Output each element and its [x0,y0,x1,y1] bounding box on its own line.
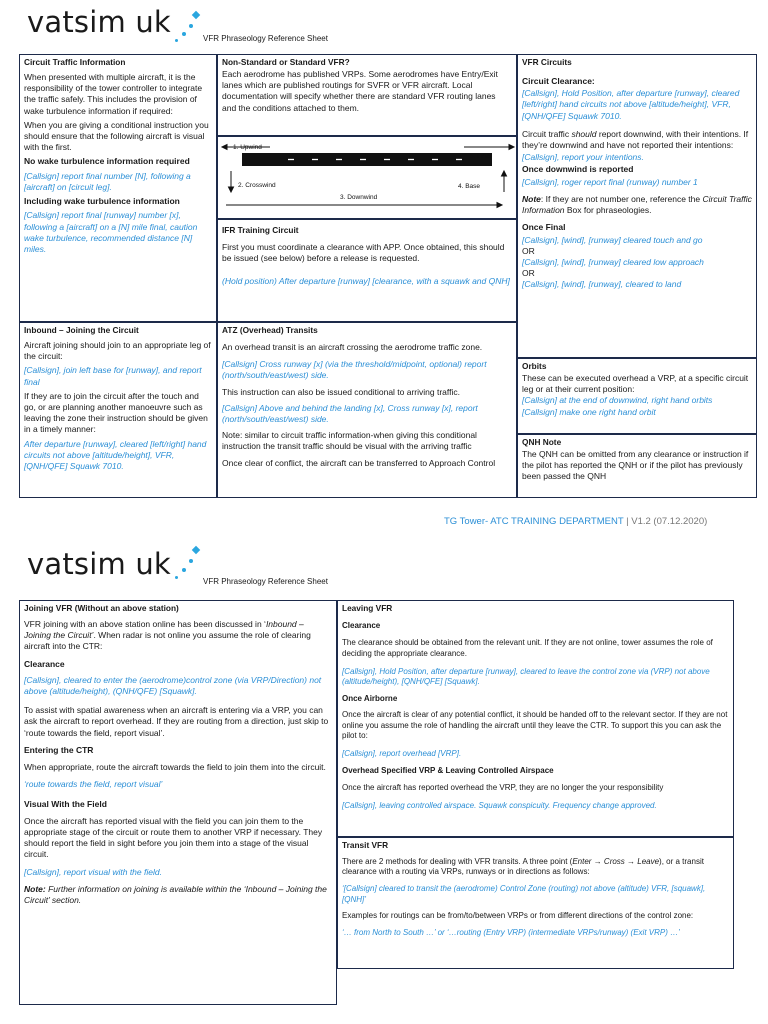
sub-heading: No wake turbulence information required [24,156,190,167]
crosswind-label: 2. Crosswind [238,182,276,189]
ifr-training-circuit-box [217,219,517,322]
sub-heading: Clearance [24,658,65,669]
phraseology: [Callsign], [wind], [runway] cleared touch and go [522,234,703,245]
body-text: Circuit traffic should report downwind, with their intentions. If they’re downwind and have not reported their intentions: [522,128,749,151]
transit-vfr-box [337,837,734,969]
phraseology: [Callsign], [wind], [runway] cleared low approach [522,257,704,267]
phraseology: [Callsign] at the end of downwind, right hand orbits [522,395,713,406]
sub-heading: Including wake turbulence information [24,196,180,207]
body-text: When presented with multiple aircraft, it is the responsibility of the tower controller to integrate the traffic safely. This includes the provision of wake turbulence information if required: [24,71,203,116]
body-text: When you are giving a conditional instruction you should ensure that the following aircraft is visual with the first. [24,119,209,153]
box-heading: Inbound – Joining the Circuit [24,325,139,335]
circuit-diagram-box [217,136,517,219]
reference-sheet-2 [0,540,768,1024]
phraseology: [Callsign] report final number [N], following a [aircraft] on [circuit leg]. [24,170,191,192]
phraseology: ‘route towards the field, report visual’ [24,779,163,790]
base-label: 4. Base [458,183,481,190]
circuit-traffic-information-box [19,54,217,322]
sub-heading: Clearance [342,620,381,630]
box-heading: Non-Standard or Standard VFR? [222,57,350,67]
box-heading: Circuit Traffic Information [24,57,126,67]
body-text: Each aerodrome has published VRPs. Some aerodromes have Entry/Exit lanes which are published routings for SVFR or VFR aircraft. Local documentation will specify whether there are standard VFR routing lanes and the conditions attached to them. [222,68,498,113]
box-heading: IFR Training Circuit [222,225,299,235]
body-text: Once the aircraft is clear of any potential conflict, it should be handed off to the relevant sector. If they are not online you assume the role of handling the aircraft until they leave the CTR. To support this you can ask the pilot to: [342,710,728,741]
body-text: Once clear of conflict, the aircraft can be transferred to Approach Control [222,457,496,468]
phraseology: [Callsign] make one right hand orbit [522,406,656,417]
phraseology: [Callsign], join left base for [runway], and report final [24,365,202,387]
joining-vfr-box [19,600,337,1005]
vatsim-uk-logo: vatsim uk [27,547,171,581]
body-text: Aircraft joining should join to an appropriate leg of the circuit: [24,339,211,362]
box-heading: ATZ (Overhead) Transits [222,325,318,335]
body-text: These can be executed overhead a VRP, at a specific circuit leg or at their current position: [522,372,749,395]
phraseology: [Callsign], report overhead [VRP]. [342,748,462,758]
atz-overhead-transits-box [217,322,517,498]
phraseology: After departure [runway], cleared [left/right] hand circuits not above [altitude/height], VFR, [QNH/QFE] Squawk 7010. [24,438,207,472]
body-text: When appropriate, route the aircraft towards the field to join them into the circuit. [24,762,326,773]
phraseology: ‘… from North to South …’ or ‘…routing (Entry VRP) (intermediate VRPs/runway) (Exit VRP) …’ [342,927,680,937]
note-text: Note: Further information on joining is available within the ‘Inbound – Joining the Circuit’ section. [24,883,327,906]
box-heading: Joining VFR (Without an above station) [24,603,179,613]
phraseology: [Callsign], Hold Position, after departure [runway], cleared to leave the control zone via (VRP) not above (altitude/height), [QNH/QFE] [Squawk]. [342,666,710,687]
circuit-diagram [218,137,516,218]
non-standard-vfr-box [217,54,517,136]
sheet-subtitle: VFR Phraseology Reference Sheet [203,577,328,586]
downwind-label: 3. Downwind [340,194,378,201]
or-text: OR [522,245,535,256]
body-text: This instruction can also be issued conditional to arriving traffic. [222,386,460,397]
sub-heading: Overhead Specified VRP & Leaving Controlled Airspace [342,766,554,776]
phraseology: [Callsign], cleared to enter the (aerodrome)control zone (via VRP/Direction) not above (altitude/height), (QNH/QFE) [Squawk]. [24,674,322,697]
box-heading: Orbits [522,361,547,371]
runway-shape [242,153,492,166]
phraseology: [Callsign] report final [runway] number [x], following a [aircraft] on a [N] mile final, caution wake turbulence, recommended distance [N] miles. [24,210,198,254]
qnh-note-box [517,434,757,498]
body-text: To assist with spatial awareness when an aircraft is entering via a VRP, you can ask the aircraft to report overhead. If they are routing from a direction, just skip to ‘route towards the field, report visual’. [24,705,329,738]
phraseology: [Callsign] Above and behind the landing [x], Cross runway [x], report (north/south/east/west) side. [222,402,478,425]
body-text: An overhead transit is an aircraft crossing the aerodrome traffic zone. [222,341,483,352]
leaving-vfr-box [337,600,734,837]
page-footer [444,516,707,527]
body-text: Examples for routings can be from/to/between VRPs or from different directions of the control zone: [342,911,694,921]
sheet-subtitle: VFR Phraseology Reference Sheet [203,34,328,43]
sub-heading: Once Airborne [342,693,398,703]
body-text: Once the aircraft has reported visual with the field you can join them to the appropriate stage of the circuit or route them to another VRP if necessary. They should report the field in sight before you join them into a stage of the visual circuit. [24,815,323,860]
phraseology: [Callsign] Cross runway [x] (via the threshold/midpoint, optional) report (north/south/east/west) side. [222,359,487,381]
box-heading: Transit VFR [342,840,389,850]
vfr-circuits-box [517,54,757,358]
phraseology: [Callsign], report your intentions. [522,152,644,163]
body-text: The QNH can be omitted from any clearance or instruction if the pilot has reported the QNH or if the pilot has previously been passed the QNH [522,448,749,482]
sub-heading: Entering the CTR [24,744,94,755]
body-text: Note: similar to circuit traffic information-when giving this conditional instruction the transit traffic should be visual with the arriving traffic [222,430,477,452]
phraseology: [Callsign], report visual with the field. [24,866,162,877]
footer-version: | V1.2 (07.12.2020) [623,516,708,527]
phraseology: [Callsign], roger report final (runway) number 1 [522,176,698,187]
phraseology: (Hold position) After departure [runway] [clearance, with a squawk and QNH] [222,276,510,287]
final-label: 5. Final [470,153,492,160]
body-text: First you must coordinate a clearance with APP. Once obtained, this should be issued (see below) before a release is requested. [222,241,505,264]
phraseology: [Callsign], [wind], [runway], cleared to land [522,279,682,290]
inbound-joining-box [19,322,217,498]
orbits-box [517,358,757,434]
box-heading: QNH Note [522,437,562,447]
footer-department: TG Tower- ATC TRAINING DEPARTMENT [444,516,624,527]
phraseology: [Callsign], leaving controlled airspace. Squawk conspicuity. Frequency change approved. [342,800,657,810]
box-heading: Leaving VFR [342,603,393,613]
upwind-label: 1. Upwind [233,144,262,151]
sub-heading: Circuit Clearance: [522,75,595,86]
body-text: The clearance should be obtained from the relevant unit. If they are not online, tower assumes the role of deciding the appropriate clearance. [342,638,713,659]
note-text: Note: If they are not number one, reference the Circuit Traffic Information Box for phraseologies. [522,193,752,216]
sub-heading: Once Final [522,222,566,233]
body-text: There are 2 methods for dealing with VFR transits. A three point (Enter → Cross → Leave), or a transit clearance with a routing via VRPs, runways or in directions as follows: [342,856,704,877]
body-text: Once the aircraft has reported overhead the VRP, they are no longer the your responsibility [342,782,664,792]
vatsim-uk-logo: vatsim uk [27,5,171,39]
body-text: If they are to join the circuit after the touch and go, or are planning another manoeuvre such as leaving the zone their instruction should be given in a timely manner: [24,390,208,435]
sub-heading: Visual With the Field [24,798,107,809]
box-heading: VFR Circuits [522,57,572,67]
body-text: VFR joining with an above station online has been discussed in ‘Inbound – Joining the Circuit’. When radar is not online you assume the role of clearing aircraft into the CTR: [24,618,311,652]
sub-heading: Once downwind is reported [522,164,634,175]
phraseology: [Callsign], Hold Position, after departure [runway], cleared [left/right] hand circuits not above [altitude/height], VFR, [QNH/QFE] Squawk 7010. [522,88,740,121]
phraseology: ‘[Callsign] cleared to transit the (aerodrome) Control Zone (routing) not above (altitude) VFR, [squawk], [QNH]’ [342,884,706,904]
or-text: OR [522,268,535,279]
